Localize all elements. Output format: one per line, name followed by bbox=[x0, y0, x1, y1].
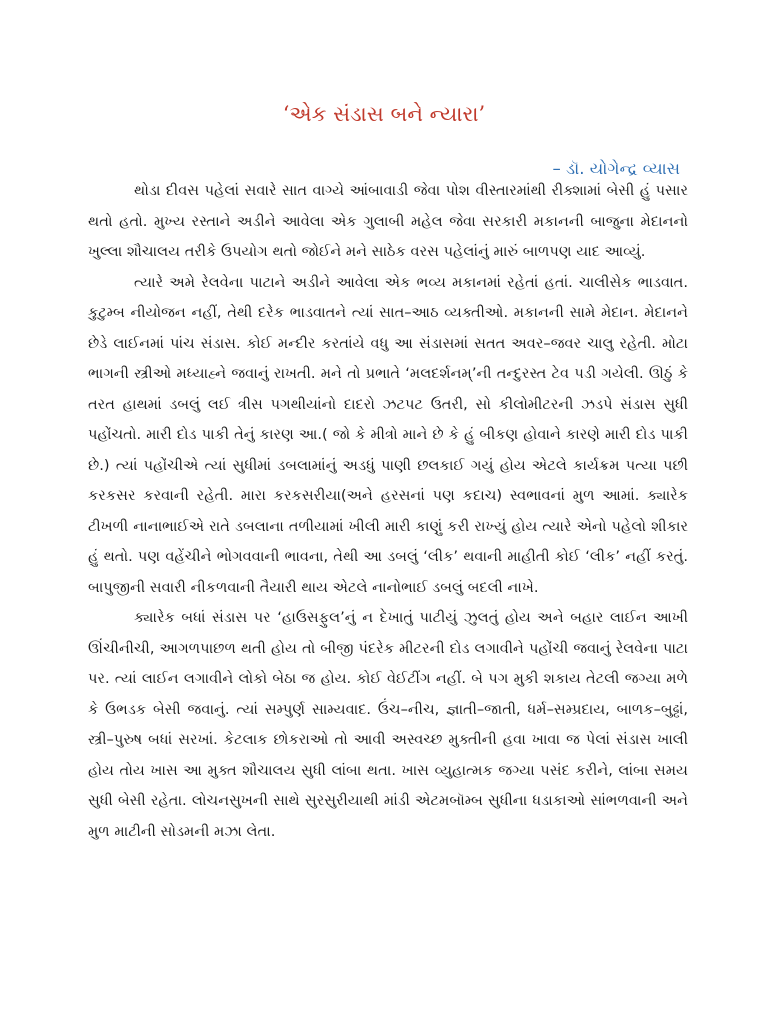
paragraph-2: ત્યારે અમે રેલવેના પાટાને અડીને આવેલા એક ભવ્ય મકાનમાં રહેતાં હતાં. ચાલીસેક ભાડવાત. કુટુમ્બ નીયોજન નહીં, તેથી દરેક ભાડવાતને ત્યાં સાત–આઠ વ્યક્તીઓ. મકાનની સામે મેદાન. મેદાનને છેડે લાઈનમાં પાંચ સંડાસ. કોઈ મન્દીર કરતાંયે વધુ આ સંડાસમાં સતત અવર–જવર ચાલુ રહેતી. મોટા ભાગની સ્ત્રીઓ મધ્યાહ્ને જવાનું રાખતી. મને તો પ્રભાતે ‘મલદર્શનમ્’ની તન્દુરસ્ત ટેવ પડી ગયેલી. ઊઠું કે તરત હાથમાં ડબલું લઈ ત્રીસ પગથીયાંનો દાદરો ઝટપટ ઉતરી, સો કીલોમીટરની ઝડપે સંડાસ સુધી પહોંચતો. મારી દોડ પાકી તેનું કારણ આ.( જો કે મીત્રો માને છે કે હું બીકણ હોવાને કારણે મારી દોડ પાકી છે.) ત્યાં પહોંચીએ ત્યાં સુધીમાં ડબલામાંનું અડધું પાણી છલકાઈ ગયું હોય એટલે કાર્યક્રમ પત્યા પછી કરકસર કરવાની રહેતી. મારા કરકસરીયા(અને હરસનાં પણ કદાચ) સ્વભાવનાં મુળ આમાં. ક્યારેક ટીખળી નાનાભાઈએ રાતે ડબલાના તળીયામાં ખીલી મારી કાણું કરી રાખ્યું હોય ત્યારે એનો પહેલો શીકાર હું થતો. પણ વહેંચીને ભોગવવાની ભાવના, તેથી આ ડબલું ‘લીક’ થવાની માહીતી કોઈ ‘લીક’ નહીં કરતું. બાપુજીની સવારી નીકળવાની તૈયારી થાય એટલે નાનોભાઈ ડબલું બદલી નાખે. bbox=[88, 273, 688, 596]
article-body bbox=[88, 176, 688, 847]
paragraph-1: થોડા દીવસ પહેલાં સવારે સાત વાગ્યે આંબાવાડી જેવા પોશ વીસ્તારમાંથી રીક્શામાં બેસી હું પસાર થતો હતો. મુખ્ય રસ્તાને અડીને આવેલા એક ગુલાબી મહેલ જેવા સરકારી મકાનની બાજુના મેદાનનો ખુલ્લા શૌચાલય તરીકે ઉપયોગ થતો જોઈને મને સાઠેક વરસ પહેલાંનું મારું બાળપણ યાદ આવ્યું. bbox=[88, 182, 688, 260]
author-byline: – ડૉ. યોગેન્દ્ર વ્યાસ bbox=[552, 159, 680, 178]
paragraph-3: ક્યારેક બધાં સંડાસ પર ‘હાઉસફુલ’નું ન દેખાતું પાટીયું ઝુલતું હોય અને બહાર લાઈન આખી ઊંચીનીચી, આગળપાછળ થતી હોય તો બીજી પંદરેક મીટરની દોડ લગાવીને પહોંચી જવાનું રેલવેના પાટા પર. ત્યાં લાઈન લગાવીને લોકો બેઠા જ હોય. કોઈ વેઈટીંગ નહીં. બે પગ મુકી શકાય તેટલી જગ્યા મળે કે ઉભડક બેસી જવાનું. ત્યાં સમ્પુર્ણ સામ્યવાદ. ઉંચ–નીચ, જ્ઞાતી–જાતી, ધર્મ–સમ્પ્રદાય, બાળક–બુઢ્ઢાં, સ્ત્રી–પુરુષ બધાં સરખાં. કેટલાક છોકરાઓ તો આવી અસ્વચ્છ મુક્તીની હવા ખાવા જ પેલાં સંડાસ ખાલી હોય તોય ખાસ આ મુક્ત શૌચાલય સુધી લાંબા થતા. ખાસ વ્યુહાત્મક જગ્યા પસંદ કરીને, લાંબા સમય સુધી બેસી રહેતા. લોચનસુખની સાથે સુરસુરીયાથી માંડી એટમબૉમ્બ સુધીના ધડાકાઓ સાંભળવાની અને મુળ માટીની સોડમની મઝા લેતા. bbox=[88, 609, 688, 840]
article-title: ‘એક સંડાસ બને ન્યારા’ bbox=[282, 102, 486, 126]
